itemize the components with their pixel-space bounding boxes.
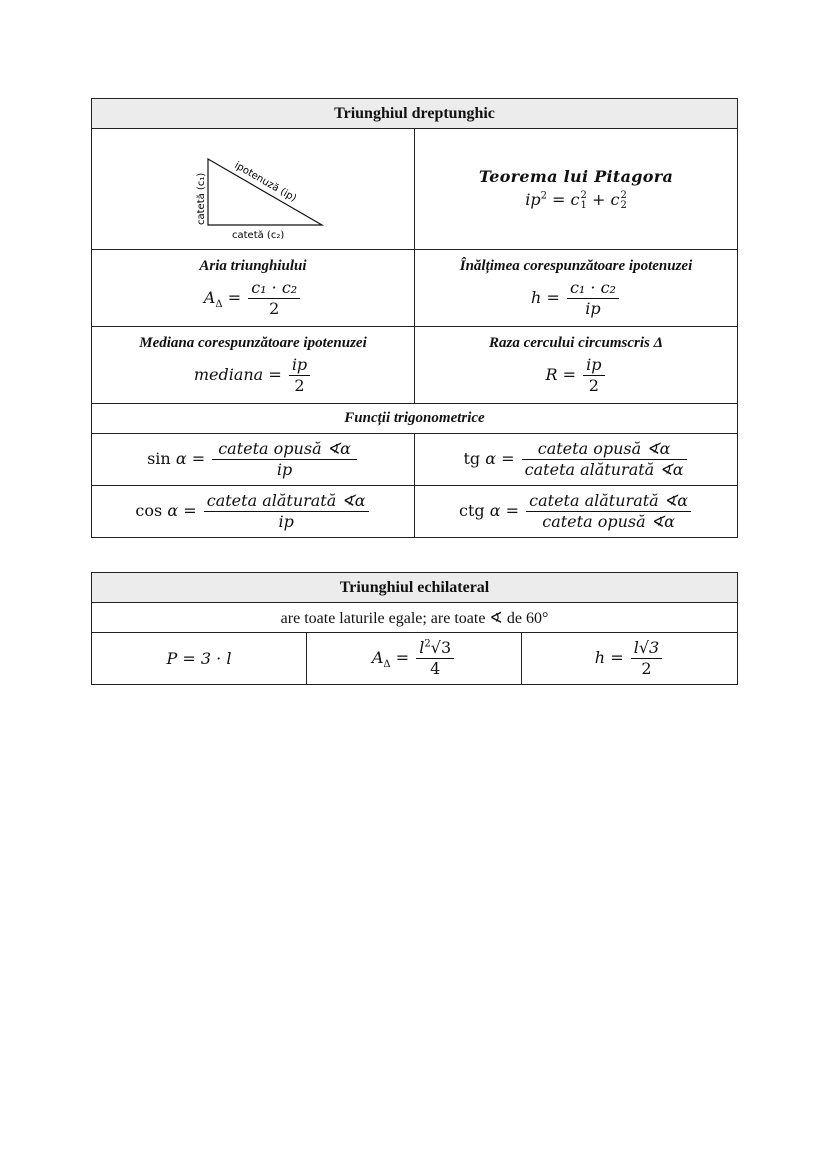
ctg-cell [415, 486, 738, 538]
cos-formula: cos α = $\frac{\text{cateta alăturată ∢α}}{ip}$ [92, 492, 414, 531]
perimeter-cell [92, 633, 307, 685]
height-formula: h = $\frac{\text{c₁ · c₂}}{ip}$ [531, 279, 621, 318]
ctg-formula: ctg α = $\frac{\text{cateta alăturată ∢α}}{\text{cateta opusă ∢α}}$ [415, 492, 737, 531]
equilateral-description: are toate laturile egale; are toate ∢ de 60° [92, 603, 738, 633]
area-cell [92, 250, 415, 327]
pythagoras-cell [415, 129, 738, 250]
circumradius-title: Raza cercului circumscris Δ [489, 335, 663, 351]
median-formula: mediana = $\frac{ip}{2}$ [194, 356, 312, 395]
circumradius-formula: R = $\frac{ip}{2}$ [546, 356, 607, 395]
leg1-label: catetă (c₁) [196, 172, 207, 225]
pythagoras-formula: $ip^2 = c$ 2 1 + c 2 2 [525, 189, 627, 211]
area-formula: $A_\Delta$ = $\frac{\text{c₁ · c₂}}{2}$ [204, 279, 302, 318]
pythagoras-title: Teorema lui Pitagora [478, 167, 674, 187]
sin-formula: sin α = $\frac{\text{cateta opusă ∢α}}{ip}$ [92, 440, 414, 479]
triangle-diagram-cell [92, 129, 415, 250]
median-title: Mediana corespunzătoare ipotenuzei [139, 335, 367, 351]
right-triangle-diagram [178, 139, 328, 239]
tg-formula: tg α = $\frac{\text{cateta opusă ∢α}}{\text{cateta alăturată ∢α}}$ [415, 440, 737, 479]
perimeter-formula: P = 3 · l [166, 649, 232, 668]
height-cell [415, 250, 738, 327]
hypotenuse-label: ipotenuză (ip) [232, 160, 299, 205]
eq-height-formula: h = $\frac{l√3}{2}$ [522, 639, 737, 678]
median-cell [92, 327, 415, 404]
right-triangle-title: Triunghiul dreptunghic [92, 99, 738, 129]
circumradius-cell [415, 327, 738, 404]
trig-title: Funcții trigonometrice [92, 404, 738, 434]
leg2-label: catetă (c₂) [232, 230, 285, 239]
cos-cell [92, 486, 415, 538]
eq-area-cell [307, 633, 522, 685]
eq-height-cell [522, 633, 738, 685]
area-title: Aria triunghiului [199, 258, 307, 274]
equilateral-title: Triunghiul echilateral [92, 573, 738, 603]
height-title: Înălțimea corespunzătoare ipotenuzei [459, 258, 693, 274]
right-triangle-table [91, 98, 738, 538]
equilateral-table [91, 572, 738, 685]
eq-area-formula: $A_\Delta$ = $\frac{l^2√3}{4}$ [307, 639, 521, 678]
sin-cell [92, 434, 415, 486]
tg-cell [415, 434, 738, 486]
